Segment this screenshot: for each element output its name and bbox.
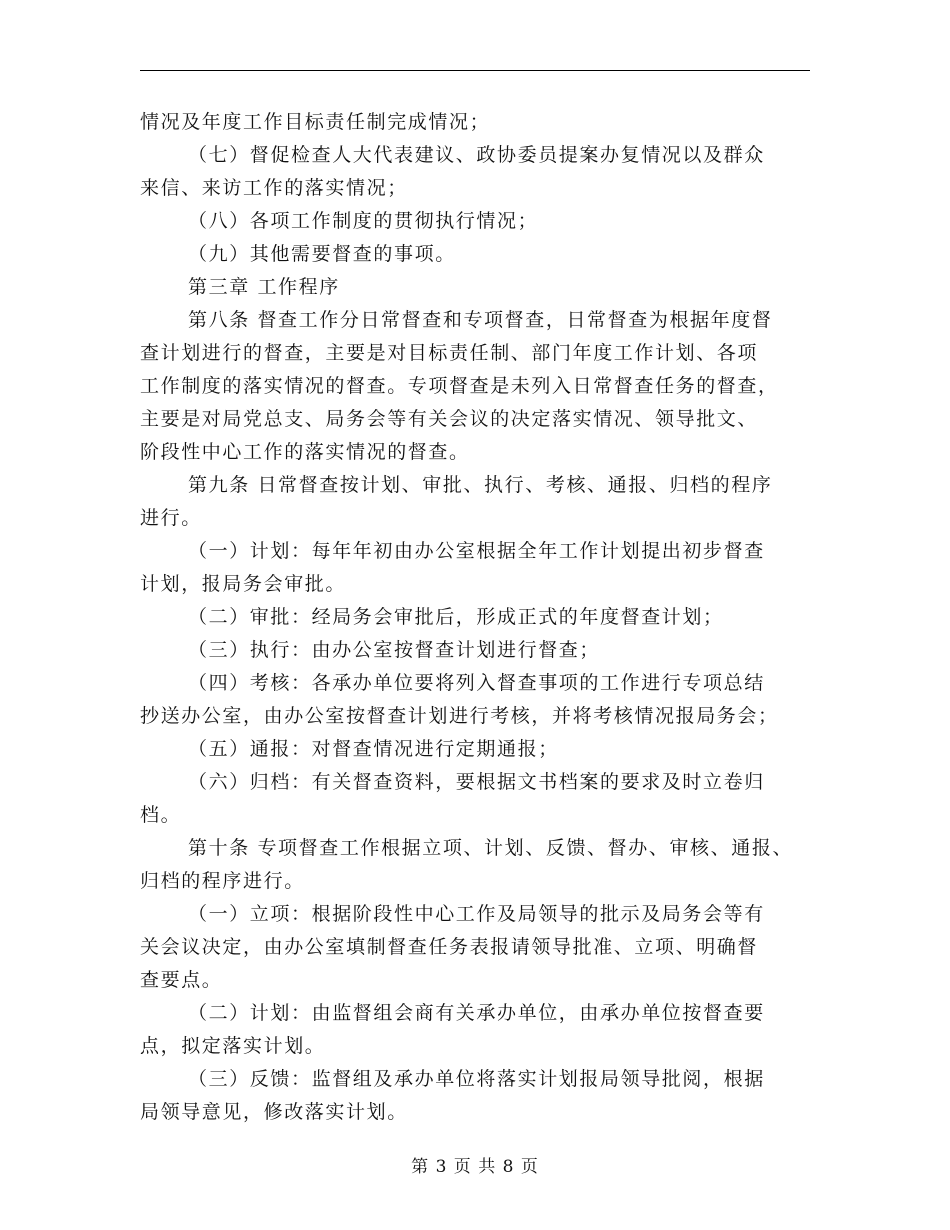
text-line: （三）反馈：监督组及承办单位将落实计划报局领导批阅，根据 xyxy=(188,1068,765,1090)
text-line: 阶段性中心工作的落实情况的督查。 xyxy=(140,441,470,463)
text-line: 抄送办公室，由办公室按督查计划进行考核，并将考核情况报局务会； xyxy=(140,705,779,727)
text-line: （二）计划：由监督组会商有关承办单位，由承办单位按督查要 xyxy=(188,1002,765,1024)
text-line: 第十条 专项督查工作根据立项、计划、反馈、督办、审核、通报、 xyxy=(188,837,794,859)
text-line: （七）督促检查人大代表建议、政协委员提案办复情况以及群众 xyxy=(188,144,765,166)
text-line: 第九条 日常督查按计划、审批、执行、考核、通报、归档的程序 xyxy=(188,474,773,496)
text-line: （一）计划：每年年初由办公室根据全年工作计划提出初步督查 xyxy=(188,540,765,562)
text-line: 关会议决定，由办公室填制督查任务表报请领导批准、立项、明确督 xyxy=(140,936,759,958)
text-line: 进行。 xyxy=(140,507,202,529)
text-line: 计划，报局务会审批。 xyxy=(140,573,347,595)
text-line: （八）各项工作制度的贯彻执行情况； xyxy=(188,210,539,232)
header-rule xyxy=(140,70,810,71)
text-line: （五）通报：对督查情况进行定期通报； xyxy=(188,738,559,760)
chapter-heading: 第三章 工作程序 xyxy=(188,276,340,298)
text-line: 归档的程序进行。 xyxy=(140,870,305,892)
text-line: 查计划进行的督查，主要是对目标责任制、部门年度工作计划、各项 xyxy=(140,342,759,364)
page-number-footer: 第 3 页 共 8 页 xyxy=(411,1157,539,1177)
text-line: 情况及年度工作目标责任制完成情况； xyxy=(140,111,491,133)
text-line: 查要点。 xyxy=(140,969,223,991)
text-line: 点，拟定落实计划。 xyxy=(140,1035,326,1057)
document-body xyxy=(140,106,830,1129)
text-line: 来信、来访工作的落实情况； xyxy=(140,177,408,199)
text-line: 档。 xyxy=(140,804,182,826)
text-line: 第八条 督查工作分日常督查和专项督查，日常督查为根据年度督 xyxy=(188,309,773,331)
text-line: （六）归档：有关督查资料，要根据文书档案的要求及时立卷归 xyxy=(188,771,765,793)
text-line: （二）审批：经局务会审批后，形成正式的年度督查计划； xyxy=(188,606,724,628)
text-line: 工作制度的落实情况的督查。专项督查是未列入日常督查任务的督查， xyxy=(140,375,779,397)
text-line: （九）其他需要督查的事项。 xyxy=(188,243,456,265)
text-line: （三）执行：由办公室按督查计划进行督查； xyxy=(188,639,601,661)
text-line: 主要是对局党总支、局务会等有关会议的决定落实情况、领导批文、 xyxy=(140,408,759,430)
text-line: 局领导意见，修改落实计划。 xyxy=(140,1101,408,1123)
text-line: （四）考核：各承办单位要将列入督查事项的工作进行专项总结 xyxy=(188,672,765,694)
text-line: （一）立项：根据阶段性中心工作及局领导的批示及局务会等有 xyxy=(188,903,765,925)
